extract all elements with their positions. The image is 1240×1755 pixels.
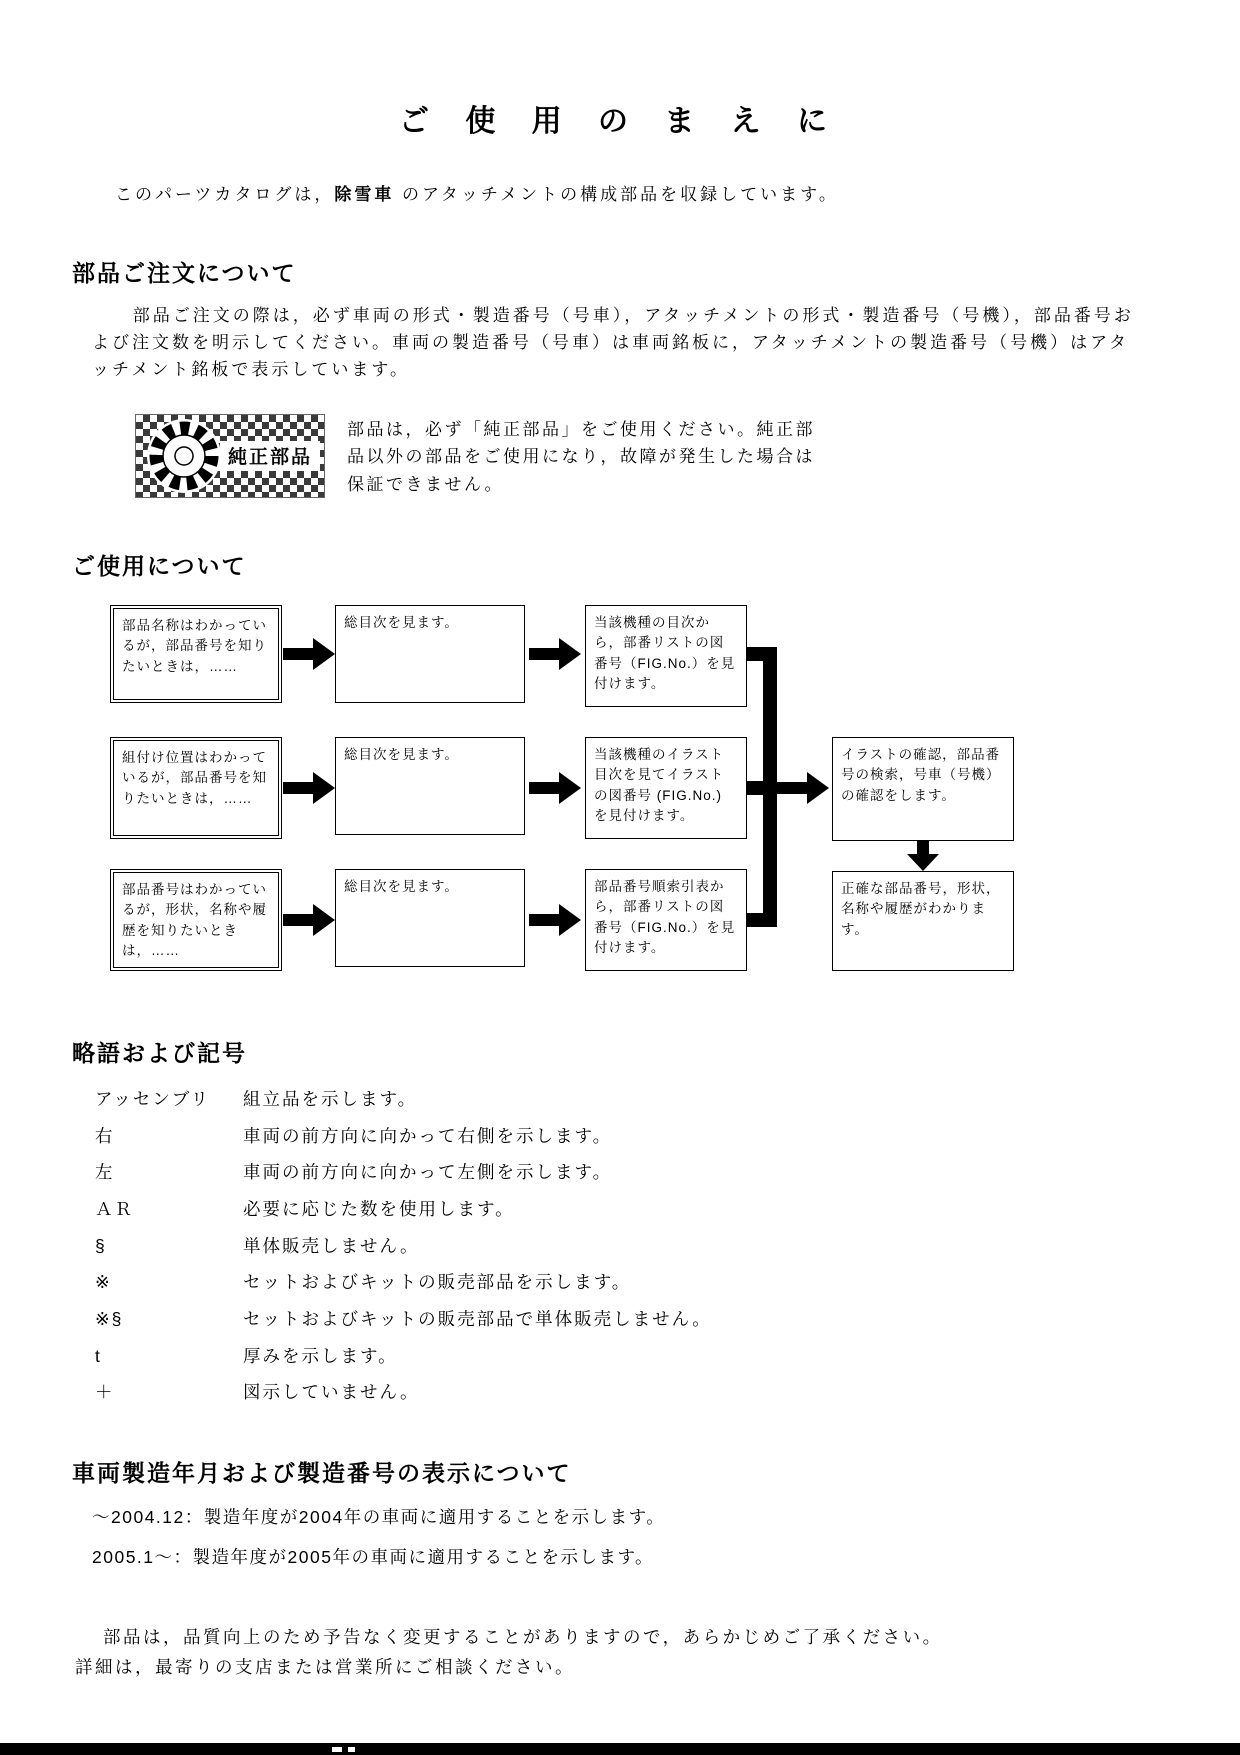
arrow-right-icon: [529, 772, 581, 804]
symbol-desc: 単体販売しません。: [243, 1235, 420, 1256]
symbol-desc: 厚みを示します。: [243, 1345, 398, 1366]
flow-step1-box-3: 総目次を見ます。: [335, 869, 525, 967]
flow-start-box-3: 部品番号はわかっているが，形状，名称や履歴を知りたいときは，……: [110, 869, 282, 971]
manufacturing-line: 2005.1～：製造年度が2005年の車両に適用することを示します。: [92, 1546, 655, 1567]
intro-text: [115, 180, 1240, 205]
flow-step1-box-1: 総目次を見ます。: [335, 605, 525, 703]
arrow-right-icon: [283, 772, 335, 804]
symbol-row: [95, 1381, 1240, 1405]
symbol-term: ＋: [95, 1382, 115, 1403]
symbol-row: [95, 1161, 1240, 1185]
arrow-right-icon: [777, 772, 829, 804]
page-edge-artifact: [0, 1743, 1240, 1755]
footer-line: 詳細は，最寄りの支店または営業所にご相談ください。: [75, 1656, 575, 1677]
symbol-term: ※§: [95, 1308, 124, 1329]
footer-notice: [75, 1623, 1155, 1683]
flow-step2-box-3: 部品番号順索引表から，部番リストの図番号（FIG.No.）を見付けます。: [585, 869, 747, 971]
symbol-term: アッセンブリ: [95, 1089, 211, 1110]
symbol-term: 左: [95, 1162, 115, 1183]
manufacturing-line: ～2004.12：製造年度が2004年の車両に適用することを示します。: [92, 1506, 666, 1527]
usage-flowchart: [95, 597, 1155, 985]
flow-start-box-2: 組付け位置はわかっているが，部品番号を知りたいときは，……: [110, 737, 282, 839]
section-heading-usage: ご使用について: [72, 553, 247, 580]
symbol-row: [95, 1198, 1240, 1222]
symbol-desc: 組立品を示します。: [243, 1089, 418, 1110]
arrow-right-icon: [529, 904, 581, 936]
page-title: ご 使 用 の ま え に: [398, 105, 841, 138]
symbol-term: §: [95, 1235, 107, 1256]
arrow-right-icon: [283, 638, 335, 670]
genuine-parts-row: [135, 414, 1240, 499]
flow-step1-box-2: 総目次を見ます。: [335, 737, 525, 835]
symbol-desc: セットおよびキットの販売部品で単体販売しません。: [243, 1308, 712, 1329]
arrow-right-icon: [283, 904, 335, 936]
symbol-row: [95, 1088, 1240, 1112]
section-heading-ordering: 部品ご注文について: [72, 260, 297, 286]
section-heading-manufacturing: 車両製造年月および製造番号の表示について: [72, 1459, 572, 1486]
arrow-down-icon: [907, 841, 939, 871]
manufacturing-notes: [92, 1504, 1240, 1569]
symbol-desc: セットおよびキットの販売部品を示します。: [243, 1272, 632, 1293]
symbol-term: ＡＲ: [95, 1199, 134, 1220]
intro-prefix: このパーツカタログは，: [115, 185, 335, 204]
symbol-term: t: [95, 1345, 102, 1366]
symbol-row: [95, 1308, 1240, 1332]
section-heading-symbols: 略語および記号: [72, 1040, 247, 1067]
flow-connector-bar: [763, 647, 777, 927]
intro-model: 除雪車: [334, 185, 395, 204]
flow-connector-stub: [747, 647, 763, 661]
flow-step2-box-2: 当該機種のイラスト目次を見てイラストの図番号 (FIG.No.) を見付けます。: [585, 737, 747, 839]
symbol-desc: 図示していません。: [243, 1382, 420, 1403]
symbol-term: ※: [95, 1272, 112, 1293]
gear-icon: [136, 415, 324, 497]
symbol-row: [95, 1125, 1240, 1149]
ordering-paragraph: 部品ご注文の際は，必ず車両の形式・製造番号（号車），アタッチメントの形式・製造番号（号機），部品番号および注文数を明示してください。車両の製造番号（号車）は車両銘板に，アタッチメントの製造番号（号機）はアタッチメント銘板で表示しています。: [92, 306, 1134, 380]
flow-start-box-1: 部品名称はわかっているが，部品番号を知りたいときは，……: [110, 605, 282, 703]
symbol-term: 右: [95, 1125, 115, 1146]
scan-artifact: [348, 1747, 355, 1752]
symbol-desc: 必要に応じた数を使用します。: [243, 1199, 515, 1220]
flow-connector-stub: [747, 781, 763, 795]
scan-artifact: [332, 1747, 342, 1752]
symbol-row: [95, 1345, 1240, 1369]
genuine-parts-note: 部品は，必ず「純正部品」をご使用ください。純正部品以外の部品をご使用になり，故障が発生した場合は保証できません。: [347, 419, 815, 494]
flow-connector-stub: [747, 913, 763, 927]
footer-line: 部品は，品質向上のため予告なく変更することがありますので，あらかじめご了承ください。: [103, 1626, 943, 1647]
symbols-list: [95, 1088, 1240, 1405]
intro-suffix: のアタッチメントの構成部品を収録しています。: [394, 185, 839, 204]
symbol-desc: 車両の前方向に向かって左側を示します。: [243, 1162, 613, 1183]
symbol-desc: 車両の前方向に向かって右側を示します。: [243, 1125, 613, 1146]
stamp-label: 純正部品: [227, 446, 313, 468]
symbol-row: [95, 1271, 1240, 1295]
flow-step2-box-1: 当該機種の目次から，部番リストの図番号（FIG.No.）を見付けます。: [585, 605, 747, 707]
genuine-parts-stamp: [135, 414, 325, 498]
symbol-row: [95, 1235, 1240, 1259]
flow-confirm-box: イラストの確認，部品番号の検索，号車（号機）の確認をします。: [832, 737, 1014, 841]
flow-outcome-box: 正確な部品番号，形状，名称や履歴がわかります。: [832, 871, 1014, 971]
arrow-right-icon: [529, 638, 581, 670]
